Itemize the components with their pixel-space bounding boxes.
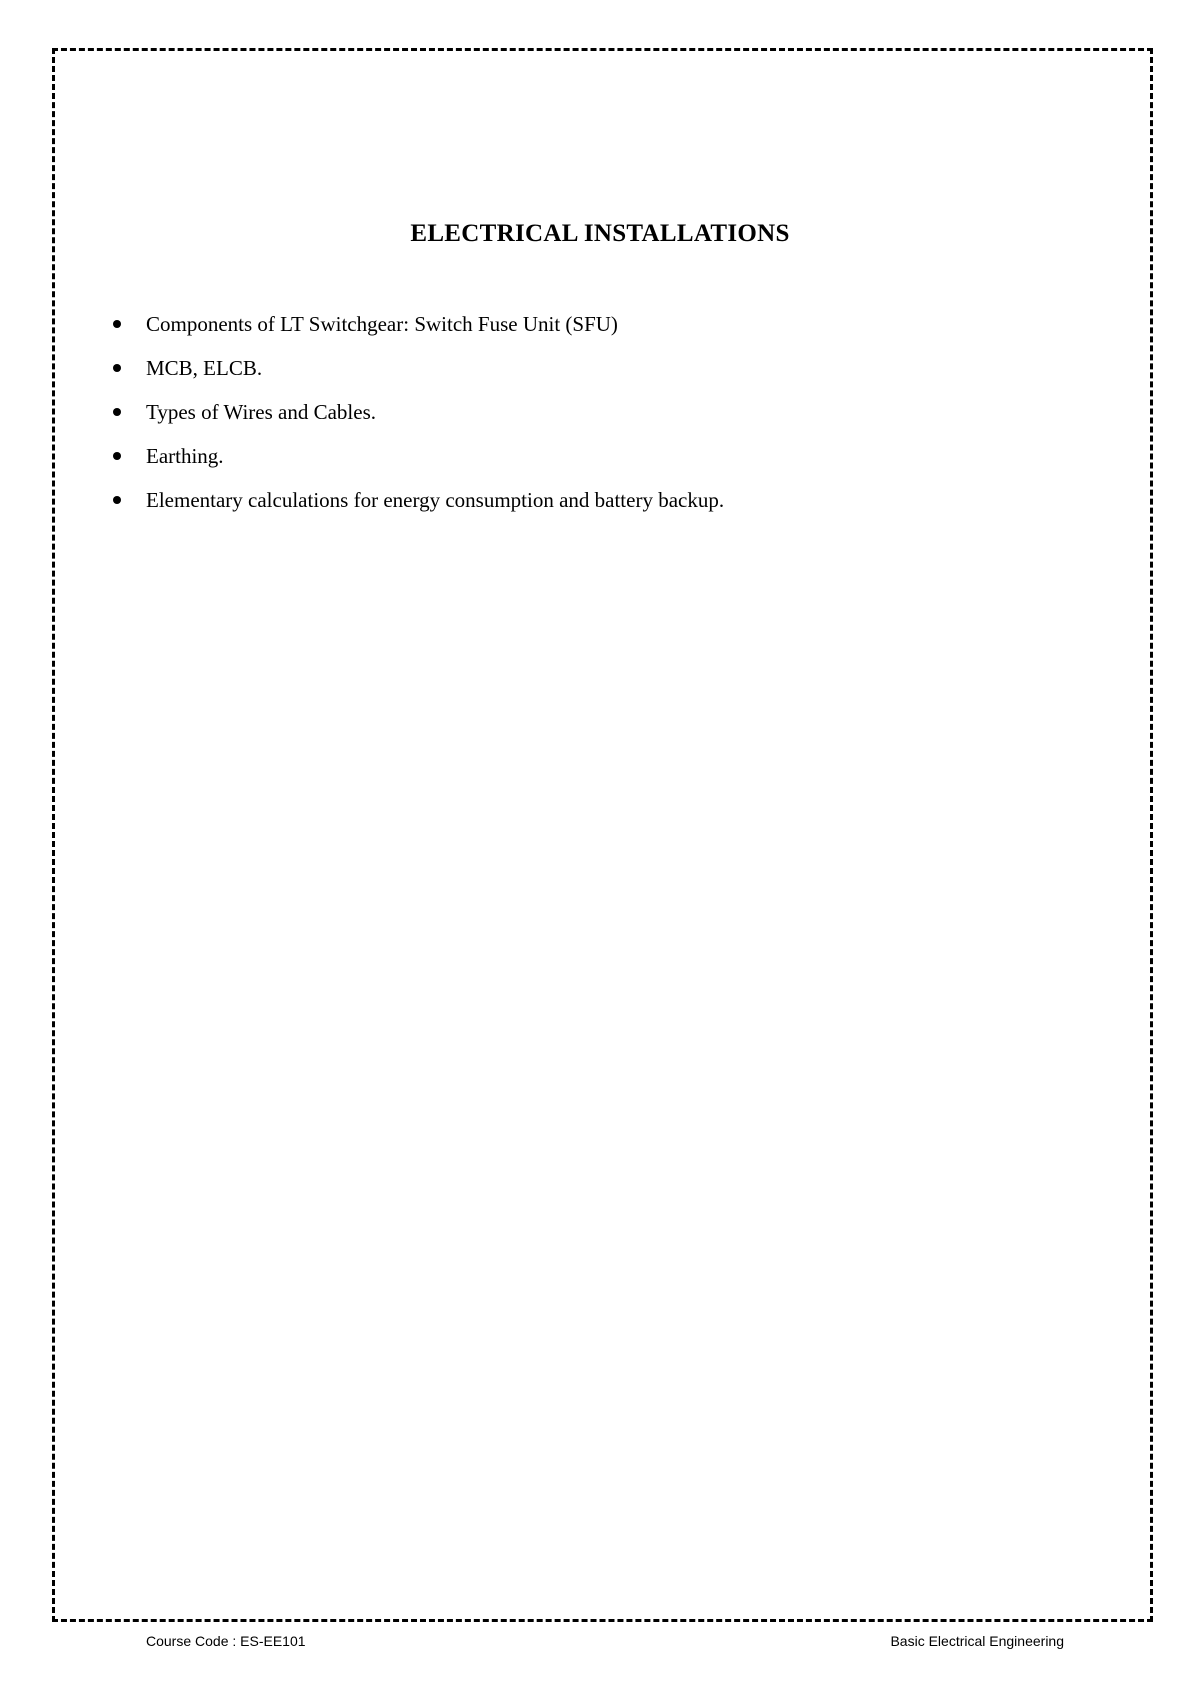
- page-title: ELECTRICAL INSTALLATIONS: [410, 220, 790, 247]
- bullet-icon: [113, 320, 121, 328]
- topic-text: Components of LT Switchgear: Switch Fuse Unit (SFU): [146, 312, 618, 336]
- bullet-icon: [113, 364, 121, 372]
- topic-list: [110, 312, 724, 532]
- bullet-icon: [113, 496, 121, 504]
- footer-course-name: Basic Electrical Engineering: [890, 1633, 1064, 1649]
- topic-text: MCB, ELCB.: [146, 356, 263, 380]
- list-item: [110, 400, 724, 444]
- page-border: [52, 48, 1153, 1622]
- topic-text: Earthing.: [146, 444, 224, 468]
- list-item: [110, 356, 724, 400]
- list-item: [110, 488, 724, 532]
- topic-text: Types of Wires and Cables.: [146, 400, 376, 424]
- topic-text: Elementary calculations for energy consumption and battery backup.: [146, 488, 725, 512]
- footer-course-code: Course Code : ES-EE101: [146, 1633, 306, 1649]
- list-item: [110, 312, 724, 356]
- bullet-icon: [113, 452, 121, 460]
- bullet-icon: [113, 408, 121, 416]
- list-item: [110, 444, 724, 488]
